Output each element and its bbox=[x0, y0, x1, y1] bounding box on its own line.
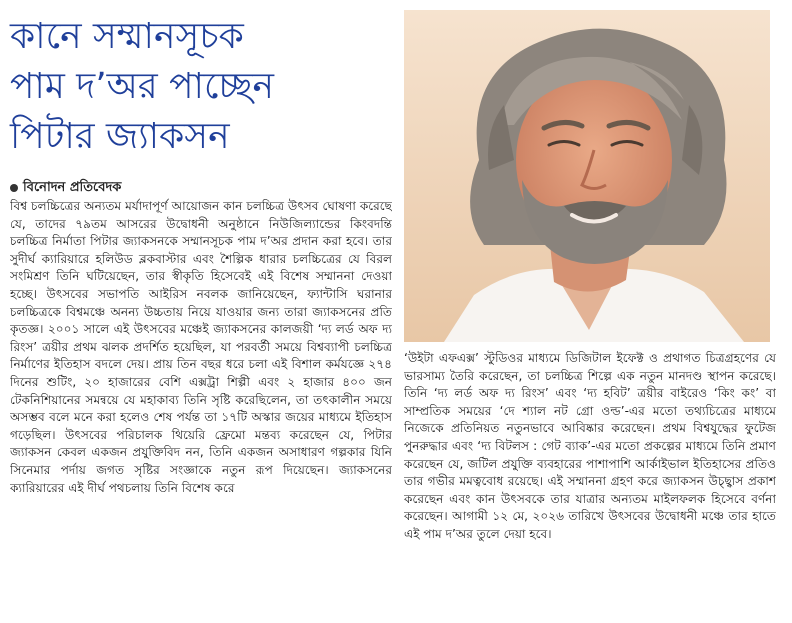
headline-line-2: পাম দ’অর পাচ্ছেন bbox=[10, 66, 274, 107]
article-column-right bbox=[404, 350, 776, 616]
article-text-right: ‘উইটা এফএক্স’ স্টুডিওর মাধ্যমে ডিজিটাল ইফেক্ট ও প্রথাগত চিত্রগ্রহণের যে ভারসাম্য তৈরি করেছেন, তা চলচ্চিত্র শিল্পে এক নতুন মানদণ্ড স্থাপন করেছে। তিনি ‘দ্য লর্ড অফ দ্য রিংস’ এবং ‘দ্য হবিট’ ত্রয়ীর বাইরেও ‘কিং কং’ বা সাম্প্রতিক সময়ের ‘দে শ্যাল নট গ্রো ওল্ড’-এর মতো তথ্যচিত্রের মাধ্যমে নিজেকে প্রতিনিয়ত নতুনভাবে আবিষ্কার করেছেন। প্রথম বিশ্বযুদ্ধের ফুটেজ পুনরুদ্ধার এবং ‘দ্য বিটলস : গেট ব্যাক’-এর মতো প্রকল্পের মাধ্যমে তিনি প্রমাণ করেছেন যে, জটিল প্রযুক্তি ব্যবহারের পাশাপাশি আর্কাইভাল ইতিহাসের প্রতিও তার গভীর মমত্ববোধ রয়েছে। এই সম্মাননা গ্রহণ করে জ্যাকসন উচ্ছ্বাস প্রকাশ করেছেন এবং কান উৎসবকে তার যাত্রার অন্যতম মাইলফলক হিসেবে বর্ণনা করেছেন। আগামী ১২ মে, ২০২৬ তারিখে উৎসবের উদ্বোধনী মঞ্চে তার হাতে এই পাম দ’অর তুলে দেয়া হবে। bbox=[404, 351, 776, 541]
portrait-photo bbox=[404, 10, 770, 342]
headline bbox=[10, 12, 390, 162]
headline-line-3: পিটার জ্যাকসন bbox=[10, 116, 230, 157]
byline bbox=[10, 178, 390, 199]
byline-text: বিনোদন প্রতিবেদক bbox=[23, 180, 122, 195]
article-column-left bbox=[10, 198, 392, 616]
headline-line-1: কানে সম্মানসূচক bbox=[10, 16, 244, 57]
bullet-icon bbox=[10, 184, 18, 192]
portrait-illustration bbox=[404, 10, 770, 342]
article-text-left: বিশ্ব চলচ্চিত্রের অন্যতম মর্যাদাপূর্ণ আয়োজন কান চলচ্চিত্র উৎসব ঘোষণা করেছে যে, তাদের ৭৯তম আসরের উদ্বোধনী অনুষ্ঠানে নিউজিল্যান্ডের কিংবদন্তি চলচ্চিত্র নির্মাতা পিটার জ্যাকসনকে সম্মানসূচক পাম দ’অর প্রদান করা হবে। তার সুদীর্ঘ ক্যারিয়ারে হলিউড ব্লকবাস্টার এবং শৈল্পিক ধারার চলচ্চিত্রের যে বিরল সংমিশ্রণ তিনি ঘটিয়েছেন, তার স্বীকৃতি হিসেবেই এই বিশেষ সম্মাননা দেওয়া হচ্ছে। উৎসবের সভাপতি আইরিস নবলক জানিয়েছেন, ফ্যান্টাসি ঘরানার চলচ্চিত্রকে বিশ্বমঞ্চে অনন্য উচ্চতায় নিয়ে যাওয়ার জন্য তারা জ্যাকসনের প্রতি কৃতজ্ঞ। ২০০১ সালে এই উৎসবের মঞ্চেই জ্যাকসনের কালজয়ী ‘দ্য লর্ড অফ দ্য রিংস’ ত্রয়ীর প্রথম ঝলক প্রদর্শিত হয়েছিল, যা পরবর্তী সময়ে বিশ্বব্যাপী চলচ্চিত্র নির্মাণের ইতিহাস বদলে দেয়। প্রায় তিন বছর ধরে চলা এই বিশাল কর্মযজ্ঞে ২৭৪ দিনের শুটিং, ২০ হাজারের বেশি এক্সট্রা শিল্পী এবং ২ হাজার ৪০০ জন টেকনিশিয়ানের সমন্বয়ে যে মহাকাব্য তিনি সৃষ্টি করেছিলেন, তা তৎকালীন সময়ে অসম্ভব বলে মনে করা হলেও শেষ পর্যন্ত তা ১৭টি অস্কার জয়ের মাধ্যমে ইতিহাস গড়েছিল। উৎসবের পরিচালক থিয়েরি ফ্রেমো মন্তব্য করেছেন যে, পিটার জ্যাকসন কেবল একজন প্রযুক্তিবিদ নন, তিনি একজন অসাধারণ গল্পকার যিনি সিনেমার পর্দায় জগত সৃষ্টির সংজ্ঞাকে নতুন রূপ দিয়েছেন। জ্যাকসনের ক্যারিয়ারের এই দীর্ঘ পথচলায় তিনি বিশেষ করে bbox=[10, 199, 392, 495]
